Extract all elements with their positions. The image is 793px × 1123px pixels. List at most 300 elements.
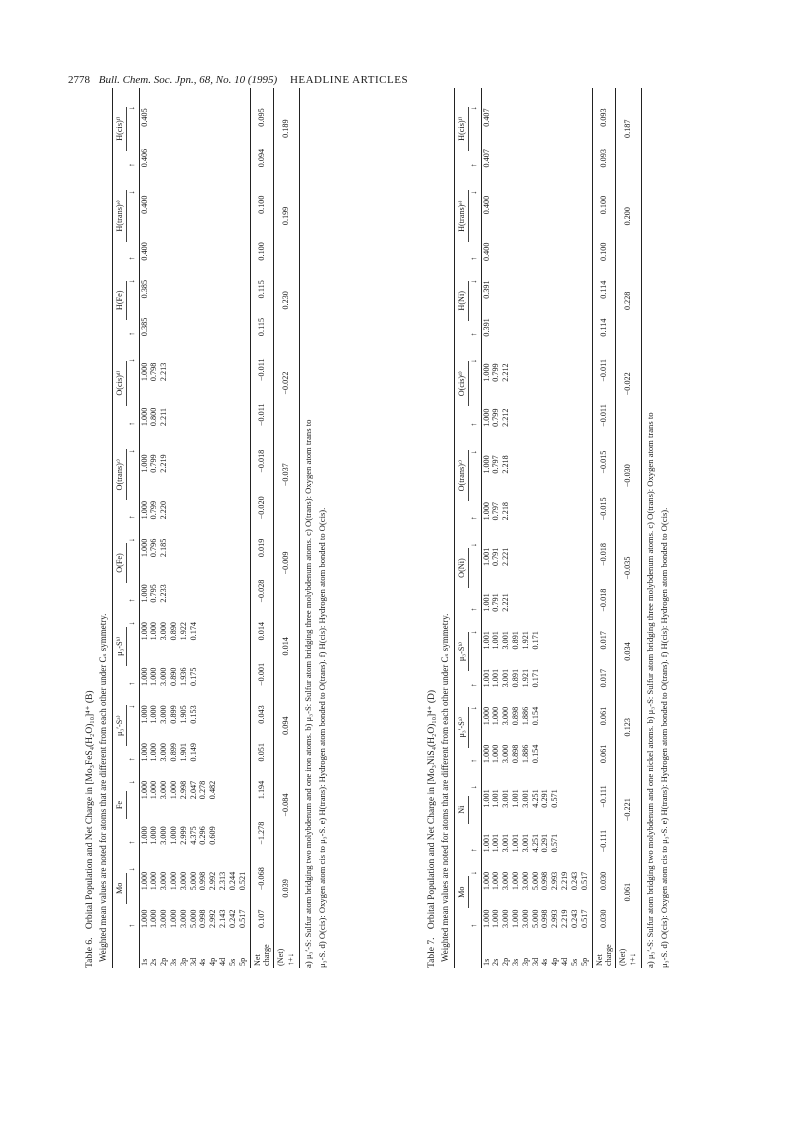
population-value	[198, 169, 208, 216]
population-value: 1.000	[491, 909, 501, 928]
net-charge-value: 0.014	[251, 605, 274, 643]
population-value: 5.000	[188, 909, 198, 928]
net-charge-value: −0.068	[251, 847, 274, 893]
population-value: 1.001	[491, 833, 501, 853]
population-value	[228, 338, 238, 383]
population-value	[238, 428, 251, 475]
column-group-header	[455, 765, 469, 854]
population-value	[580, 568, 593, 614]
population-value: 0.609	[208, 826, 218, 845]
population-value: 1.000	[139, 621, 149, 641]
population-value: 0.899	[168, 743, 178, 762]
population-value: 2.992	[208, 871, 218, 891]
population-value: 1.886	[520, 744, 530, 764]
table-row	[580, 88, 593, 968]
population-value: 2.143	[217, 909, 227, 928]
population-value	[580, 384, 593, 429]
spin-arrow: ↓	[127, 169, 139, 216]
population-value	[198, 521, 208, 559]
table-row	[139, 88, 149, 968]
population-value	[189, 428, 199, 475]
population-value	[521, 263, 531, 301]
column-group-header	[455, 689, 469, 765]
population-value	[189, 338, 199, 383]
total-net-value: −0.030	[616, 429, 642, 522]
population-value: 0.291	[540, 833, 550, 853]
population-value	[228, 383, 238, 428]
total-net-value: −0.221	[616, 765, 642, 854]
population-value: 2.185	[159, 538, 169, 558]
population-value	[169, 169, 179, 216]
total-net-value: 0.230	[274, 263, 300, 339]
net-charge-value: −0.020	[251, 475, 274, 522]
population-value: 1.000	[168, 826, 178, 845]
net-charge-value: 0.115	[251, 300, 274, 338]
spin-arrow: ↑	[127, 726, 139, 764]
total-net-value: 0.061	[616, 854, 642, 930]
population-value: 0.890	[168, 667, 178, 686]
population-value	[580, 301, 593, 339]
spin-arrow: ↑	[469, 727, 481, 765]
orbital-label: 3s	[510, 958, 520, 966]
total-net-value: 0.187	[616, 88, 642, 169]
population-value: 2.212	[501, 408, 511, 427]
column-group-header	[455, 263, 469, 339]
population-value	[208, 88, 218, 129]
population-value: 1.921	[520, 668, 530, 688]
population-value	[580, 339, 593, 384]
population-value	[179, 88, 189, 129]
population-value	[550, 652, 560, 690]
population-value	[521, 216, 531, 263]
net-charge-value: 0.030	[593, 892, 616, 930]
table-6	[112, 88, 300, 968]
population-value	[238, 216, 251, 263]
population-value	[198, 300, 208, 338]
population-value	[491, 88, 501, 129]
population-value	[159, 129, 169, 170]
population-value	[550, 216, 560, 263]
population-value: 0.571	[550, 833, 560, 853]
population-value	[550, 263, 560, 301]
population-value: 3.000	[159, 871, 169, 891]
spin-arrow: ↓	[469, 689, 481, 727]
population-value	[218, 726, 228, 764]
population-value: 0.521	[237, 871, 247, 891]
table-row	[179, 88, 189, 968]
population-value	[521, 169, 531, 216]
population-value	[501, 301, 511, 339]
population-value	[228, 475, 238, 522]
population-value: 1.001	[491, 789, 501, 808]
population-value	[238, 801, 251, 847]
population-value	[580, 169, 593, 216]
table-row	[540, 88, 550, 968]
population-value: 0.385	[139, 279, 149, 299]
net-charge-value: 0.061	[593, 689, 616, 727]
population-value	[208, 338, 218, 383]
population-value: 1.000	[481, 909, 491, 928]
net-charge-label	[251, 930, 274, 968]
population-value: 0.800	[149, 407, 159, 427]
population-value	[570, 339, 580, 384]
population-value	[159, 88, 169, 129]
population-value	[511, 216, 521, 263]
population-value	[560, 339, 570, 384]
population-value	[531, 522, 541, 568]
population-value: 2.993	[550, 871, 560, 891]
population-value	[198, 642, 208, 688]
population-value: 2.993	[550, 909, 560, 928]
population-value	[580, 129, 593, 170]
population-value	[560, 476, 570, 523]
population-value: 0.890	[168, 621, 178, 641]
population-value: 0.175	[188, 667, 198, 686]
table-row	[511, 88, 521, 968]
column-group-header	[455, 88, 469, 169]
population-value	[189, 300, 199, 338]
net-charge-value: 0.043	[251, 688, 274, 726]
population-value: 1.001	[491, 668, 501, 688]
spin-arrow-row	[469, 88, 481, 968]
population-value	[149, 216, 159, 263]
population-value	[521, 522, 531, 568]
population-value	[531, 339, 541, 384]
population-value	[208, 216, 218, 263]
spin-arrow: ↓	[127, 263, 139, 301]
population-value	[580, 810, 593, 855]
orbital-label: 4s	[198, 958, 208, 966]
population-value: 3.001	[501, 668, 511, 688]
population-value	[149, 263, 159, 301]
table-row	[218, 88, 228, 968]
spin-arrow: ↓	[469, 339, 481, 384]
population-value: 1.000	[149, 871, 159, 891]
population-value	[531, 88, 541, 129]
population-value: 1.936	[178, 667, 188, 686]
population-value	[198, 688, 208, 726]
charge-label-line: charge	[604, 944, 614, 966]
orbital-label: 3p	[178, 957, 188, 966]
population-value: 2.213	[159, 362, 169, 382]
population-value: 1.000	[168, 871, 178, 891]
population-value	[198, 263, 208, 301]
column-group-label: H(trans)ᵉ⁾	[115, 190, 127, 241]
population-value	[560, 263, 570, 301]
population-value: 3.000	[159, 621, 169, 641]
orbital-label: 4p	[208, 957, 218, 966]
population-value	[238, 263, 251, 301]
population-value	[540, 522, 550, 568]
population-value: 1.000	[168, 909, 178, 928]
population-value	[228, 605, 238, 643]
population-value	[560, 568, 570, 614]
population-value	[540, 727, 550, 765]
table-row	[169, 88, 179, 968]
population-value: 3.000	[501, 744, 511, 764]
population-value	[228, 559, 238, 605]
population-value: 0.517	[579, 909, 589, 928]
total-net-value: 0.034	[616, 614, 642, 690]
population-value	[560, 384, 570, 429]
population-value: 3.001	[520, 789, 530, 808]
population-value: 2.218	[501, 455, 511, 474]
population-value	[189, 263, 199, 301]
spin-arrow: ↓	[127, 338, 139, 383]
population-value: 1.000	[139, 826, 149, 845]
population-value: 2.999	[178, 826, 188, 845]
population-value	[218, 801, 228, 847]
total-net-value: −0.022	[616, 339, 642, 429]
population-value	[570, 169, 580, 216]
population-value: 0.153	[188, 705, 198, 724]
total-net-value: −0.035	[616, 522, 642, 613]
population-value	[550, 339, 560, 384]
table-row	[149, 88, 159, 968]
spin-arrow: ↑	[469, 810, 481, 855]
spin-arrow: ↓	[127, 605, 139, 643]
population-value: 0.571	[550, 789, 560, 808]
net-charge-value: 0.094	[251, 129, 274, 170]
population-value	[540, 129, 550, 170]
net-charge-value: 0.030	[593, 854, 616, 892]
population-value: 3.000	[159, 743, 169, 762]
total-net-value: 0.039	[274, 847, 300, 930]
population-value: 0.400	[481, 195, 491, 215]
population-value	[238, 605, 251, 643]
population-value	[218, 763, 228, 801]
population-value	[570, 810, 580, 855]
spin-arrow: ↓	[469, 429, 481, 476]
table-6-caption	[84, 88, 96, 968]
population-value	[169, 300, 179, 338]
population-value	[550, 129, 560, 170]
column-group-header	[113, 428, 127, 521]
population-value	[238, 475, 251, 522]
table-row	[560, 88, 570, 968]
net-charge-value: 0.093	[593, 129, 616, 170]
column-group-label: μ₃-Sᵇ⁾	[115, 627, 127, 666]
population-value: 2.220	[159, 500, 169, 520]
population-value: 0.391	[481, 318, 491, 337]
population-value: 0.791	[491, 593, 501, 612]
total-net-row	[274, 88, 300, 968]
population-value: 3.000	[159, 909, 169, 928]
population-value: 2.219	[559, 909, 569, 928]
population-value: 1.000	[481, 363, 491, 382]
column-group-header	[113, 338, 127, 428]
population-value	[531, 429, 541, 476]
population-value	[511, 169, 521, 216]
population-value: 0.799	[491, 408, 501, 427]
population-value: 0.899	[168, 705, 178, 724]
column-group-header	[113, 688, 127, 764]
population-value: 1.921	[520, 631, 530, 650]
population-value: 1.000	[139, 584, 149, 603]
population-value: 1.000	[139, 362, 149, 382]
population-value	[550, 88, 560, 129]
population-value: 4.251	[530, 789, 540, 808]
header-group-row	[455, 88, 469, 968]
net-charge-row	[593, 88, 616, 968]
population-value	[550, 568, 560, 614]
population-value: 1.922	[178, 621, 188, 641]
table-row	[550, 88, 560, 968]
population-value	[501, 216, 511, 263]
population-value: 1.901	[178, 743, 188, 762]
net-charge-value: −0.011	[251, 338, 274, 383]
orbital-label: 5s	[569, 958, 579, 966]
net-charge-value: −0.018	[593, 522, 616, 568]
spin-arrow: ↑	[469, 568, 481, 614]
population-value	[149, 300, 159, 338]
column-group-header	[113, 605, 127, 688]
population-value: 1.000	[139, 407, 149, 427]
population-value: 3.001	[501, 833, 511, 853]
population-value	[198, 88, 208, 129]
population-value	[198, 559, 208, 605]
population-value: 0.391	[481, 280, 491, 299]
table-row	[501, 88, 511, 968]
population-value	[531, 568, 541, 614]
spin-arrow: ↑	[127, 642, 139, 688]
population-value	[580, 216, 593, 263]
spin-arrow: ↑	[127, 559, 139, 605]
population-value	[501, 129, 511, 170]
population-value	[238, 300, 251, 338]
spin-arrow: ↑	[469, 129, 481, 170]
population-value	[560, 169, 570, 216]
population-value	[540, 384, 550, 429]
column-group-header	[113, 847, 127, 930]
table-6-title: Orbital Population and Net Charge in [Mo₃FeS₄(H₂O)₁₀]⁴⁺ (B)	[85, 690, 95, 930]
population-value: 0.242	[227, 909, 237, 928]
population-value	[570, 129, 580, 170]
population-value	[540, 568, 550, 614]
population-value	[179, 216, 189, 263]
spin-arrow: ↓	[469, 88, 481, 129]
table-7	[454, 88, 642, 968]
population-value	[238, 169, 251, 216]
population-value	[570, 384, 580, 429]
orbital-label: 2s	[491, 958, 501, 966]
population-value: 0.998	[198, 909, 208, 928]
population-value	[238, 338, 251, 383]
column-group-label: μ₃′-Sᵃ⁾	[457, 707, 469, 748]
population-value	[218, 428, 228, 475]
net-charge-value: 0.061	[593, 727, 616, 765]
spin-arrow: ↓	[469, 614, 481, 652]
population-value	[228, 300, 238, 338]
population-value	[511, 301, 521, 339]
population-value: 1.000	[149, 909, 159, 928]
population-value	[540, 88, 550, 129]
population-value: 1.000	[139, 667, 149, 686]
population-value	[580, 429, 593, 476]
population-value	[501, 169, 511, 216]
population-value	[511, 522, 521, 568]
population-value: 1.001	[491, 631, 501, 650]
net-charge-value: −0.015	[593, 429, 616, 476]
population-value: 1.000	[139, 705, 149, 724]
spin-arrow: ↑	[127, 129, 139, 170]
population-value	[491, 216, 501, 263]
population-value: 1.001	[481, 547, 491, 567]
population-value: 0.400	[481, 242, 491, 261]
spin-arrow: ↓	[127, 428, 139, 475]
population-value	[238, 521, 251, 559]
column-group-label: O(Ni)	[457, 548, 469, 588]
population-value	[580, 522, 593, 568]
population-value: 4.251	[530, 833, 540, 853]
population-value	[521, 88, 531, 129]
net-charge-row	[251, 88, 274, 968]
net-charge-value: −0.015	[593, 476, 616, 523]
population-value	[228, 263, 238, 301]
population-value	[179, 129, 189, 170]
net-charge-value: 0.095	[251, 88, 274, 129]
total-net-value: 0.094	[274, 688, 300, 764]
population-value	[570, 652, 580, 690]
population-value	[570, 429, 580, 476]
population-value: 0.154	[530, 744, 540, 764]
spin-arrow: ↑	[127, 475, 139, 522]
population-value: 2.233	[159, 584, 169, 603]
population-value	[540, 339, 550, 384]
population-value	[560, 614, 570, 652]
population-value: 1.000	[149, 705, 159, 724]
population-value: 1.000	[139, 909, 149, 928]
population-value	[198, 726, 208, 764]
population-value: 2.219	[559, 871, 569, 891]
population-value	[198, 428, 208, 475]
population-value: 0.296	[198, 826, 208, 845]
population-value: 3.000	[159, 667, 169, 686]
population-value	[198, 338, 208, 383]
column-group-label: μ₃-Sᵇ⁾	[457, 632, 469, 671]
total-label-line: (Net)	[618, 948, 628, 966]
population-value	[238, 559, 251, 605]
population-value	[540, 652, 550, 690]
net-charge-value: 0.107	[251, 892, 274, 930]
population-value: 0.791	[491, 547, 501, 567]
population-value	[238, 129, 251, 170]
population-value	[169, 129, 179, 170]
population-value	[550, 522, 560, 568]
population-value	[570, 568, 580, 614]
population-value: 0.171	[530, 668, 540, 688]
population-value: 0.400	[139, 242, 149, 261]
column-group-header	[455, 339, 469, 429]
population-value	[580, 765, 593, 810]
table-row	[570, 88, 580, 968]
column-group-header	[455, 429, 469, 522]
population-value	[218, 338, 228, 383]
population-value	[149, 129, 159, 170]
population-value: 3.000	[520, 909, 530, 928]
spin-arrow: ↑	[127, 892, 139, 930]
population-value: 1.000	[168, 780, 178, 800]
population-value: 1.001	[510, 833, 520, 853]
population-value	[511, 568, 521, 614]
population-value	[560, 129, 570, 170]
population-value	[208, 642, 218, 688]
population-value	[228, 726, 238, 764]
total-net-value: 0.189	[274, 88, 300, 169]
table-6-footnote-1: a) μ₃′-S: Sulfur atom bridging two molybdenum and one iron atoms. b) μ₃-S: Sulfur atom bridging three molybdenum atoms. c) O(trans): Oxygen atom trans to	[302, 419, 313, 968]
population-value: 1.000	[481, 501, 491, 521]
population-value	[570, 614, 580, 652]
